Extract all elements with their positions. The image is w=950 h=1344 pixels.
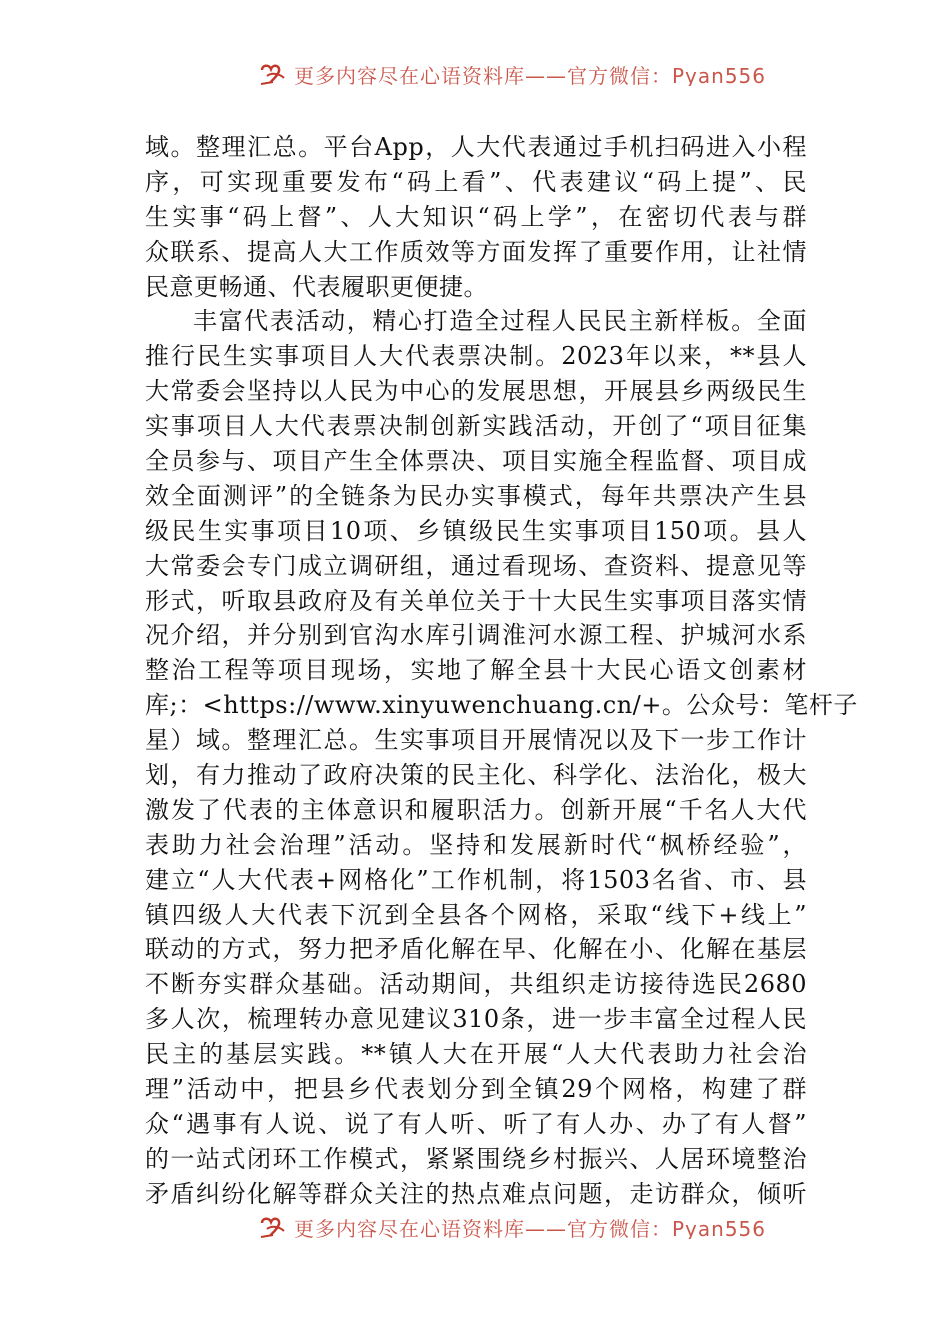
text-line: 不断夯实群众基础。活动期间，共组织走访接待选民2680 (145, 970, 807, 999)
text-line: 建立“人大代表+网格化”工作机制，将1503名省、市、县 (145, 865, 807, 894)
text-line: 表助力社会治理”活动。坚持和发展新时代“枫桥经验”， (145, 830, 807, 859)
text-line: 镇四级人大代表下沉到全县各个网格，采取“线下+线上” (145, 900, 807, 929)
paragraph (145, 130, 807, 304)
text-line: 级民生实事项目10项、乡镇级民生实事项目150项。县人 (145, 516, 807, 545)
text-line: 大常委会专门成立调研组，通过看现场、查资料、提意见等 (145, 551, 807, 580)
watermark-text: 更多内容尽在心语资料库——官方微信：Pyan556 (294, 64, 767, 86)
header-watermark (0, 52, 950, 86)
text-line: 域。整理汇总。平台App，人大代表通过手机扫码进入小程 (145, 133, 807, 161)
heart-logo-icon (258, 1215, 288, 1240)
text-line: 实事项目人大代表票决制创新实践活动，开创了“项目征集 (145, 412, 807, 441)
footer-watermark (0, 1205, 950, 1239)
text-line: 多人次，梳理转办意见建议310条，进一步丰富全过程人民 (145, 1005, 807, 1034)
text-line: 况介绍，并分别到官沟水库引调淮河水源工程、护城河水系 (145, 621, 807, 650)
text-line: 生实事“码上督”、人大知识“码上学”，在密切代表与群 (145, 202, 807, 231)
text-line: 效全面测评”的全链条为民办实事模式，每年共票决产生县 (145, 481, 807, 510)
text-line: 众联系、提高人大工作质效等方面发挥了重要作用，让社情 (145, 237, 807, 266)
watermark-text: 更多内容尽在心语资料库——官方微信：Pyan556 (294, 1217, 767, 1239)
text-line: 库;：<https://www.xinyuwenchuang.cn/+。公众号：笔杆子 (145, 691, 858, 720)
text-line: 民意更畅通、代表履职更便捷。 (145, 272, 488, 301)
text-line: 划，有力推动了政府决策的民主化、科学化、法治化，极大 (145, 761, 807, 790)
text-line: 的一站式闭环工作模式，紧紧围绕乡村振兴、人居环境整治 (145, 1144, 807, 1173)
document-body (145, 130, 858, 1212)
text-line: 星）域。整理汇总。生实事项目开展情况以及下一步工作计 (145, 726, 807, 755)
text-line: 矛盾纠纷化解等群众关注的热点难点问题，走访群众，倾听 (145, 1179, 807, 1208)
text-line: 民主的基层实践。**镇人大在开展“人大代表助力社会治 (145, 1040, 807, 1069)
text-line: 联动的方式，努力把矛盾化解在早、化解在小、化解在基层 (145, 935, 807, 964)
text-line: 形式，听取县政府及有关单位关于十大民生实事项目落实情 (145, 586, 807, 615)
text-line: 全员参与、项目产生全体票决、项目实施全程监督、项目成 (145, 447, 807, 476)
text-line: 序，可实现重要发布“码上看”、代表建议“码上提”、民 (145, 167, 807, 196)
text-line: 丰富代表活动，精心打造全过程人民民主新样板。全面 (193, 307, 807, 336)
text-line: 整治工程等项目现场，实地了解全县十大民心语文创素材 (145, 656, 807, 685)
text-line: 大常委会坚持以人民为中心的发展思想，开展县乡两级民生 (145, 377, 807, 406)
text-line: 理”活动中，把县乡代表划分到全镇29个网格，构建了群 (145, 1075, 807, 1104)
text-line: 众“遇事有人说、说了有人听、听了有人办、办了有人督” (145, 1109, 807, 1138)
text-line: 激发了代表的主体意识和履职活力。创新开展“千名人大代 (145, 795, 807, 824)
text-line: 推行民生实事项目人大代表票决制。2023年以来，**县人 (145, 342, 807, 371)
heart-logo-icon (258, 62, 288, 87)
paragraph (145, 304, 858, 1211)
